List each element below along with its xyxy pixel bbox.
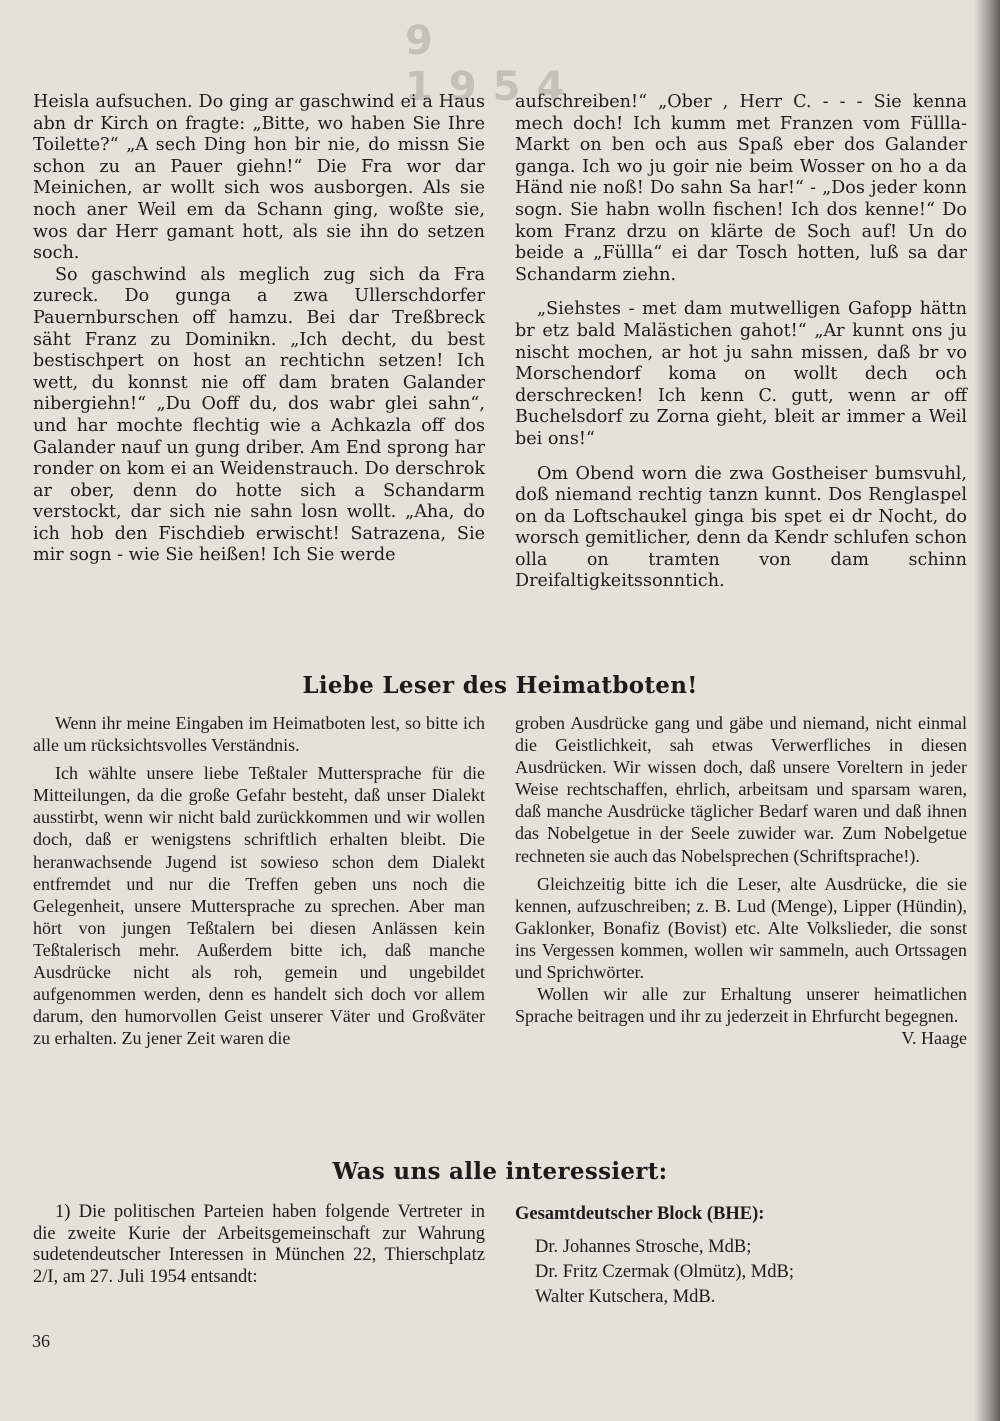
party-heading: Gesamtdeutscher Block (BHE): — [515, 1204, 765, 1224]
letter-paragraph: Wenn ihr meine Eingaben im Heimatboten lest, so bitte ich alle um rücksichtsvolles Verständnis. — [33, 713, 485, 756]
letter-closing: Wollen wir alle zur Erhaltung unserer heimatlichen Sprache beitragen und ihr zu jederzeit in Ehrfurcht begegnen. — [515, 984, 967, 1027]
member-item: Walter Kutschera, MdB. — [535, 1287, 716, 1307]
story-paragraph: aufschreiben!“ „Ober , Herr C. - - - Sie kenna mech doch! Ich kumm met Franzen vom Füllla-Markt on ben och aus Spaß eber dos Galander ganga. Ich wo ju goir nie beim Wosser on ho a da Händ nie noß! Do sahn Sa har!“ - „Dos jeder konn sogn. Sie habn wolln fischen! Ich dos kenne!“ Do kom Franz drzu on klärte de Soch auf! Un do beide a „Füllla“ ei dar Tosch hotten, luß sa dar Schandarm ziehn. — [515, 92, 967, 285]
info-paragraph: 1) Die politischen Parteien haben folgende Vertreter in die zweite Kurie der Arbeitsgemeinschaft zur Wahrung sudetendeutscher Interessen in München 22, Thierschplatz 2/I, am 27. Juli 1954 entsandt: — [33, 1202, 485, 1287]
letter-signature: V. Haage — [901, 1028, 967, 1049]
story-paragraph: „Siehstes - met dam mutwelligen Gafopp hättn br etz bald Malästichen gahot!“ „Ar kunnt ons ju nischt mochen, ar hot ju sahn missen, daß br vo Morschendorf koma on wollt dech och derschrecken! Ich kenn C. gutt, wenn ar off Buchelsdorf zu Zorna gieht, bleit ar immer a Weil bei ons!“ — [515, 299, 967, 449]
story-paragraph: Om Obend worn die zwa Gostheiser bumsvuhl, doß niemand rechtig tanzn kunnt. Dos Renglaspel on da Loftschaukel ginga bis spet ei dr Nocht, do worsch gemitlicher, denn da Kendr schlufen schon olla on tramten von dam schinn Dreifaltigkeitssonntich. — [515, 463, 967, 592]
member-item: Dr. Fritz Czermak (Olmütz), MdB; — [535, 1262, 794, 1282]
story-paragraph: Heisla aufsuchen. Do ging ar gaschwind ei a Haus abn dr Kirch on fragte: „Bitte, wo haben Sie Ihre Toilette?“ „A sech Ding hon bir nie, do missn Sie schon zu an Pauer giehn!“ Die Fra wor dar Meinichen, ar wollt sich wos ausborgen. Als sie noch aner Weil em da Schann ging, woßte sie, wos dar Herr gamant hott, als sie ihn do setzen soch. — [33, 92, 485, 264]
letter-paragraph — [515, 983, 967, 1049]
story-right-column — [515, 92, 967, 593]
letter-paragraph: Gleichzeitig bitte ich die Leser, alte Ausdrücke, die sie kennen, aufzuschreiben; z. B. Lud (Menge), Lipper (Hündin), Gaklonker, Bonafiz (Bovist) etc. Alte Volkslieder, die sonst ins Vergessen kommen, wollen wir sammeln, auch Ortssagen und Sprichwörter. — [515, 873, 967, 983]
member-list — [515, 1235, 967, 1310]
page-number: 36 — [32, 1331, 50, 1351]
letter-paragraph: Ich wählte unsere liebe Teßtaler Muttersprache für die Mitteilungen, da die große Gefahr besteht, daß unser Dialekt ausstirbt, wenn wir nicht bald zurückkommen und wir wollen doch, daß er wenigstens schriftlich erhalten bleibt. Die heranwachsende Jugend ist sowieso schon dem Dialekt entfremdet und nur die Treffen geben uns noch die Gelegenheit, unsere Muttersprache zu sprechen. Aber man hört von jungen Teßtalern bei diesen Anlässen kein Teßtalerisch mehr. Außerdem bitte ich, daß manche Ausdrücke nicht als roh, gemein und ungebildet aufgenommen werden, denn es handelt sich doch vor allem darum, den humorvollen Geist unserer Väter und Großväter zu erhalten. Zu jener Zeit waren die — [33, 763, 485, 1049]
info-left-column — [33, 1202, 485, 1288]
story-left-column — [33, 92, 485, 567]
story-paragraph: So gaschwind als meglich zug sich da Fra zureck. Do gunga a zwa Ullerschdorfer Pauernburschen off hamzu. Bei dar Treßbreck säht Franz zu Dominikn. „Ich decht, du best bestischpert on host an rechtichn setzen! Ich wett, du konnst nie off dam braten Galander nibergiehn!“ „Du Ooff du, dos wabr glei sahn“, und har mochte flechtig wie a Achkazla off dos Galander nauf un gung driber. Am End sprong har ronder on kom ei an Weidenstrauch. Do derschrok ar ober, denn do hotte sich a Schandarm verstockt, dar sich nie sahn losn wollt. „Aha, do ich hob den Fischdieb erwischt! Satrazena, Sie mir sogn - wie Sie heißen! Ich Sie werde — [33, 264, 485, 566]
letter-heading: Liebe Leser des Heimatboten! — [302, 672, 698, 699]
date-stamp: 9 1954 — [405, 18, 581, 110]
member-item: Dr. Johannes Strosche, MdB; — [535, 1237, 752, 1257]
letter-right-column — [515, 712, 967, 1049]
letter-paragraph: groben Ausdrücke gang und gäbe und niemand, nicht einmal die Geistlichkeit, sah etwas Verwerfliches in diesen Ausdrücken. Wir wissen doch, daß unsere Voreltern in jeder Weise rechtschaffen, ehrlich, arbeitsam und sparsam waren, daß manche Ausdrücke täglicher Bedarf waren und daß ihnen das Nobelgetue in der Seele zuwider war. Zum Nobelgetue rechneten sie auch das Nobelsprechen (Schriftsprache!). — [515, 713, 967, 866]
info-heading: Was uns alle interessiert: — [332, 1158, 668, 1185]
letter-left-column — [33, 712, 485, 1049]
info-right-column — [515, 1204, 967, 1310]
page-edge-shadow — [974, 0, 1000, 1421]
